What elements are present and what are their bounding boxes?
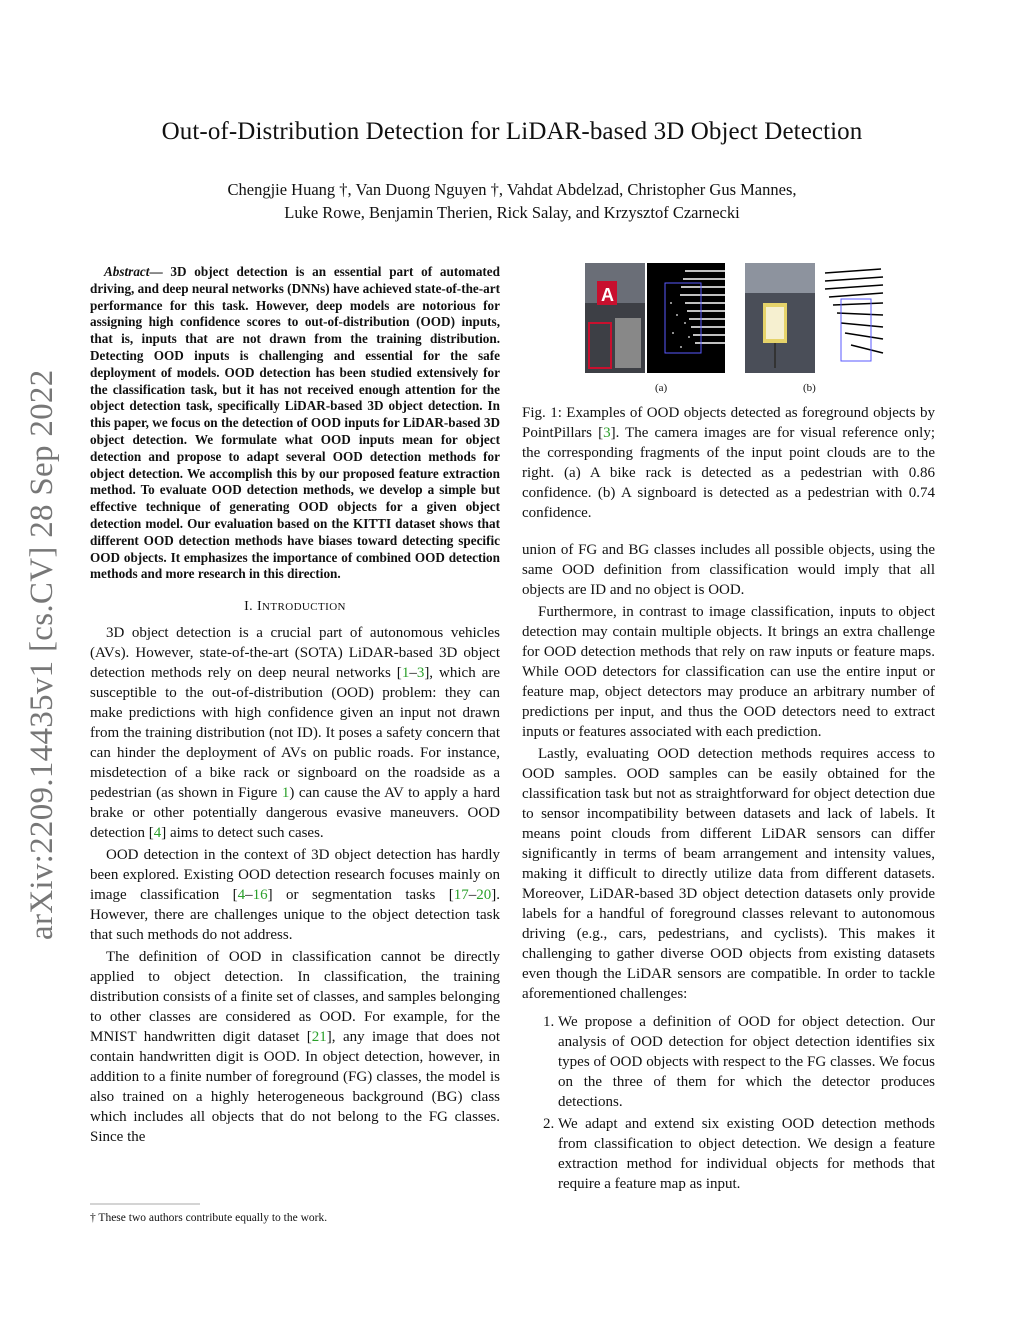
text-run: OOD detection in the context of 3D object detection has hardly been explored. Existing OOD detection research focuses mainly on image classification [ <box>90 847 500 904</box>
text-run: ]. However, there are challenges unique to the object detection task that such methods do not address. <box>90 887 500 944</box>
figure-1b-camera-image <box>745 263 815 373</box>
citation-link[interactable]: 20 <box>476 887 492 904</box>
intro-paragraph-3 <box>90 947 500 1147</box>
abstract: Abstract— 3D object detection is an essential part of automated driving, and deep neural networks (DNNs) have achieved state-of-the-art performance for this task. However, deep models are notorious for assigning high confidence scores to out-of-distribution (OOD) inputs, that is, inputs that are not drawn from the training distribution. Detecting OOD inputs is challenging and essential for the safe deployment of models. OOD detection has been studied extensively for the classification task, but it has not received enough attention for the object detection task, specifically LiDAR-based 3D object detection. In this paper, we focus on the detection of OOD inputs for LiDAR-based 3D object detection. We formulate what OOD inputs mean for object detection and propose to adapt several OOD detection methods for object detection. We accomplish this by our proposed feature extraction method. To evaluate OOD detection methods, we develop a simple but effective technique of generating OOD objects for a given object detection model. Our evaluation based on the KITTI dataset shows that different OOD detection methods have biases toward detecting specific OOD objects. It emphasizes the importance of combined OOD detection methods and more research in this direction. <box>90 264 500 582</box>
section-heading-introduction <box>90 597 500 617</box>
figure-1-caption <box>522 403 935 523</box>
text-run: – <box>409 665 417 682</box>
text-run: The definition of OOD in classification cannot be directly applied to object detection. In classification, the training distribution consists of a finite set of classes, and samples belonging to other classes are considered as OOD. For example, for the MNIST handwritten digit dataset [ <box>90 949 500 1046</box>
right-paragraph-2: Furthermore, in contrast to image classification, inputs to object detection may contain multiple objects. It brings an extra challenge for OOD detection methods that rely on raw inputs or feature maps. While OOD detectors for classification can use the entire input or feature map, object detectors may produce an arbitrary number of predictions per input, and thus the OOD detectors need to extract inputs or features associated with each prediction. <box>522 604 935 740</box>
text-run: ) can cause the AV to apply a hard brake or other potentially dangerous evasive maneuvers. OOD detection [ <box>90 785 500 842</box>
figure-1 <box>585 263 885 398</box>
citation-link[interactable]: 21 <box>311 1029 327 1046</box>
figure-link[interactable]: 1 <box>281 785 290 802</box>
text-run: ]. The camera images are for visual reference only; the corresponding fragments of the input point clouds are to the right. (a) A bike rack is detected as a pedestrian with 0.86 confidence. (b) A signboard is detected as a pedestrian with 0.74 confidence. <box>522 425 935 521</box>
text-run: Fig. 1: Examples of OOD objects detected as foreground objects by PointPillars [ <box>522 405 935 441</box>
author-list <box>0 178 1024 224</box>
intro-paragraph-1 <box>90 623 500 843</box>
text-run: ], any image that does not contain handwritten digit is OOD. In object detection, however, in addition to a finite number of foreground (FG) classes, the model is also trained on a highly heterogeneous background (BG) class which includes all objects that do not belong to the FG classes. Since the <box>90 1029 501 1146</box>
section-title-rest: NTRODUCTION <box>262 601 346 614</box>
citation-link[interactable]: 1 <box>401 665 410 682</box>
list-item: 1. We propose a definition of OOD for object detection. Our analysis of OOD detection for object detection identifies six types of OOD objects with respect to the FG classes. We focus on the three of them for which the detector produces detections. <box>558 1012 935 1112</box>
paper-title: Out-of-Distribution Detection for LiDAR-based 3D Object Detection <box>161 118 863 145</box>
text-run: ], which are susceptible to the out-of-distribution (OOD) problem: they can make predictions with high confidence given an input not drawn from the training distribution (not ID). It poses a safety concern that can hinder the deployment of AVs on public roads. For instance, misdetection of a bike rack or signboard on the roadside as a pedestrian (as shown in Figure <box>90 665 500 802</box>
section-title-initial: I <box>256 599 263 615</box>
text-run: – <box>245 887 253 904</box>
author-line-2: Luke Rowe, Benjamin Therien, Rick Salay, and Krzysztof Czarnecki <box>284 203 740 222</box>
author-line-1: Chengjie Huang †, Van Duong Nguyen †, Vahdat Abdelzad, Christopher Gus Mannes, <box>227 180 797 199</box>
citation-link[interactable]: 3 <box>603 425 611 441</box>
text-run: ] aims to detect such cases. <box>161 825 324 842</box>
abstract-label: Abstract <box>104 264 150 279</box>
text-run: – <box>468 887 477 904</box>
section-number: I. <box>244 599 254 615</box>
citation-link[interactable]: 3 <box>416 665 425 682</box>
figure-1b-point-cloud <box>817 263 885 373</box>
citation-link[interactable]: 4 <box>153 825 162 842</box>
abstract-text: 3D object detection is an essential part of automated driving, and deep neural networks (DNNs) have achieved state-of-the-art performance for this task. However, deep models are notorious for assigning high confidence scores to out-of-distribution (OOD) inputs, that is, inputs that are not drawn from the training distribution. Detecting OOD inputs is challenging and essential for the safe deployment of models. OOD detection has been studied extensively for the classification task, but it has not received enough attention for the object detection task, specifically LiDAR-based 3D object detection. In this paper, we focus on the detection of OOD inputs for LiDAR-based 3D object detection. We formulate what OOD inputs mean for object detection and propose to adapt several OOD detection methods for object detection. We accomplish this by our proposed feature extraction method. To evaluate OOD detection methods, we develop a simple but effective technique of generating OOD objects for a given object detection model. Our evaluation based on the KITTI dataset shows that different OOD detection methods have biases toward detecting specific OOD objects. It emphasizes the importance of combined OOD detection methods and more research in this direction. <box>90 264 500 582</box>
left-column <box>90 264 500 1149</box>
right-paragraph-1: union of FG and BG classes includes all possible objects, using the same OOD definition from classification would imply that all objects are ID and no object is OOD. <box>522 542 935 598</box>
text-run: ] or segmentation tasks [ <box>267 887 454 904</box>
citation-link[interactable]: 16 <box>252 887 268 904</box>
intro-paragraph-2 <box>90 845 500 945</box>
figure-1b-label: (b) <box>803 382 816 394</box>
contribution-list <box>522 1012 935 1194</box>
figure-1a-label: (a) <box>655 382 668 394</box>
figure-1a-camera-image <box>585 263 645 373</box>
svg-text:A: A <box>601 285 614 305</box>
footnote-rule <box>90 1203 200 1205</box>
right-paragraph-3: Lastly, evaluating OOD detection methods requires access to OOD samples. OOD samples can be easily obtained for the classification task but not as straightforward for object detection due to sensor incompatibility between datasets and lack of labels. It means point clouds from different LiDAR sensors can differ significantly in terms of beam arrangement and intensity values, making it difficult to directly utilize data from different datasets. Moreover, LiDAR-based 3D object detection datasets only provide labels for a handful of foreground classes relevant to autonomous driving (e.g., cars, pedestrians, and cyclists). This makes it challenging to gather diverse OOD objects from existing datasets even though the LiDAR sensors are compatible. In order to tackle aforementioned challenges: <box>522 746 935 1002</box>
citation-link[interactable]: 4 <box>237 887 246 904</box>
right-column <box>522 540 935 1196</box>
figure-1a-point-cloud <box>647 263 725 373</box>
arxiv-identifier: arXiv:2209.14435v1 [cs.CV] 28 Sep 2022 <box>24 369 60 940</box>
list-item: 2. We adapt and extend six existing OOD detection methods from classification to object detection. We design a feature extraction method for individual objects for methods that require a feature map as input. <box>558 1114 935 1194</box>
text-run: 3D object detection is a crucial part of autonomous vehicles (AVs). However, state-of-the-art (SOTA) LiDAR-based 3D object detection methods rely on deep neural networks [ <box>90 625 500 682</box>
citation-link[interactable]: 17 <box>453 887 469 904</box>
footnote: † These two authors contribute equally to the work. <box>90 1212 328 1224</box>
